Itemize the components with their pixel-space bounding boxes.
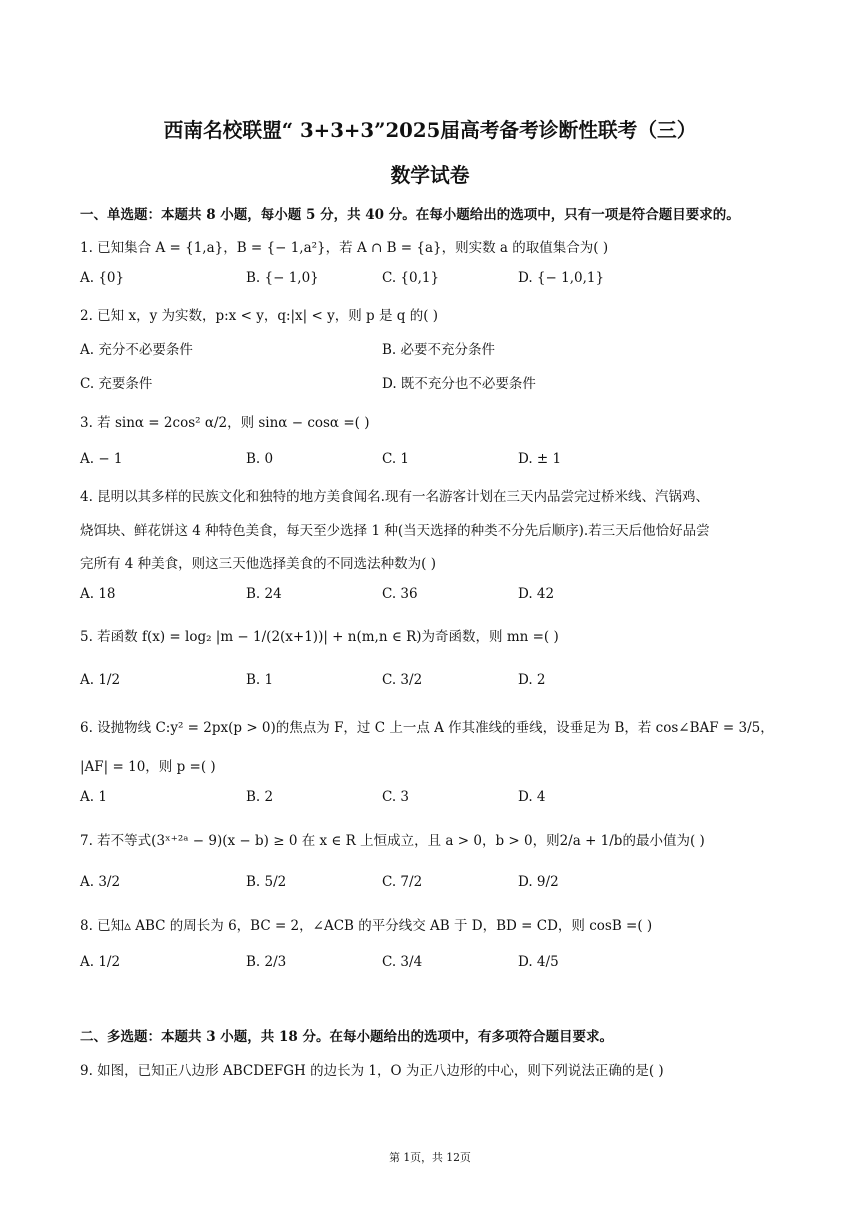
question-2-option-b: B. 必要不充分条件: [382, 342, 496, 358]
page-title: 西南名校联盟“ 3+3+3”2025届高考备考诊断性联考（三）: [163, 118, 697, 142]
question-1-option-a: A. {0}: [80, 270, 125, 286]
question-5-stem: 5. 若函数 f(x) = log₂ |m − 1/(2(x+1))| + n(m,n ∈ R)为奇函数，则 mn =( ): [80, 629, 559, 645]
question-2-option-a: A. 充分不必要条件: [80, 342, 193, 358]
question-3-option-a: A. − 1: [80, 451, 123, 467]
question-5-option-b: B. 1: [246, 672, 274, 688]
question-5-option-d: D. 2: [518, 672, 546, 688]
question-1-option-d: D. {− 1,0,1}: [518, 270, 605, 286]
question-4-option-c: C. 36: [382, 586, 418, 602]
section-heading-multiple-choice: 二、多选题：本题共 3 小题，共 18 分。在每小题给出的选项中，有多项符合题目要求。: [80, 1029, 613, 1045]
question-4-stem-line-2: 烧饵块、鲜花饼这 4 种特色美食，每天至少选择 1 种(当天选择的种类不分先后顺序).若三天后他恰好品尝: [80, 523, 710, 539]
question-7-stem: 7. 若不等式(3ˣ⁺²ᵃ − 9)(x − b) ≥ 0 在 x ∈ R 上恒成立，且 a > 0，b > 0，则2/a + 1/b的最小值为( ): [80, 833, 705, 849]
page-footer: 第 1页，共 12页: [389, 1151, 471, 1164]
question-4-option-a: A. 18: [80, 586, 116, 602]
question-1-option-c: C. {0,1}: [382, 270, 440, 286]
question-7-option-a: A. 3/2: [80, 874, 121, 890]
question-3-option-d: D. ± 1: [518, 451, 562, 467]
question-7-option-d: D. 9/2: [518, 874, 559, 890]
question-6-option-d: D. 4: [518, 789, 546, 805]
question-4-stem-line-1: 4. 昆明以其多样的民族文化和独特的地方美食闻名.现有一名游客计划在三天内品尝完过桥米线、汽锅鸡、: [80, 489, 709, 505]
question-8-option-b: B. 2/3: [246, 954, 287, 970]
question-9-stem: 9. 如图，已知正八边形 ABCDEFGH 的边长为 1，O 为正八边形的中心，则下列说法正确的是( ): [80, 1063, 664, 1079]
question-8-stem: 8. 已知▵ ABC 的周长为 6，BC = 2，∠ACB 的平分线交 AB 于 D，BD = CD，则 cosB =( ): [80, 918, 653, 934]
question-3-option-c: C. 1: [382, 451, 410, 467]
question-1-option-b: B. {− 1,0}: [246, 270, 319, 286]
question-2-option-c: C. 充要条件: [80, 376, 153, 392]
question-2-option-d: D. 既不充分也不必要条件: [382, 376, 536, 392]
question-4-option-d: D. 42: [518, 586, 555, 602]
question-6-stem-line-2: |AF| = 10，则 p =( ): [80, 759, 216, 775]
page-subtitle: 数学试卷: [390, 163, 470, 187]
question-6-option-c: C. 3: [382, 789, 410, 805]
question-8-option-c: C. 3/4: [382, 954, 423, 970]
question-8-option-a: A. 1/2: [80, 954, 121, 970]
question-4-option-b: B. 24: [246, 586, 282, 602]
question-4-stem-line-3: 完所有 4 种美食，则这三天他选择美食的不同选法种数为( ): [80, 556, 436, 572]
question-5-option-c: C. 3/2: [382, 672, 423, 688]
question-6-option-b: B. 2: [246, 789, 274, 805]
section-heading-single-choice: 一、单选题：本题共 8 小题，每小题 5 分，共 40 分。在每小题给出的选项中，只有一项是符合题目要求的。: [80, 207, 740, 223]
question-5-option-a: A. 1/2: [80, 672, 121, 688]
question-7-option-c: C. 7/2: [382, 874, 423, 890]
question-3-stem: 3. 若 sinα = 2cos² α/2，则 sinα − cosα =( ): [80, 415, 370, 431]
question-6-stem-line-1: 6. 设抛物线 C:y² = 2px(p > 0)的焦点为 F，过 C 上一点 A 作其准线的垂线，设垂足为 B，若 cos∠BAF = 3/5，: [80, 720, 774, 736]
question-3-option-b: B. 0: [246, 451, 274, 467]
question-1-stem: 1. 已知集合 A = {1,a}，B = {− 1,a²}，若 A ∩ B = {a}，则实数 a 的取值集合为( ): [80, 240, 609, 256]
question-2-stem: 2. 已知 x，y 为实数，p:x < y，q:|x| < y，则 p 是 q 的( ): [80, 308, 439, 324]
question-8-option-d: D. 4/5: [518, 954, 559, 970]
question-6-option-a: A. 1: [80, 789, 107, 805]
question-7-option-b: B. 5/2: [246, 874, 287, 890]
